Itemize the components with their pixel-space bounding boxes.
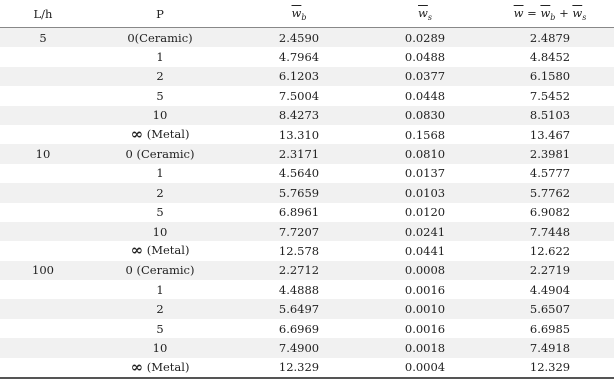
cell-lh [0, 319, 86, 338]
cell-lh: 100 [0, 261, 86, 280]
cell-lh: 5 [0, 28, 86, 48]
table-body [0, 28, 614, 379]
table-row [0, 241, 614, 260]
cell-ws: 0.0488 [364, 47, 486, 66]
infinity-symbol: ∞ [130, 357, 144, 376]
cell-wb: 7.7207 [234, 222, 364, 241]
cell-ws: 0.0120 [364, 203, 486, 222]
header-lh [0, 0, 86, 28]
cell-w: 2.4879 [486, 28, 614, 48]
cell-w: 4.8452 [486, 47, 614, 66]
cell-ws: 0.0441 [364, 241, 486, 260]
cell-w: 13.467 [486, 125, 614, 144]
header-row [0, 0, 614, 28]
cell-p-label: 1 [156, 282, 164, 297]
header-total-equals: = [527, 5, 537, 20]
cell-wb: 5.6497 [234, 299, 364, 318]
cell-p [86, 86, 234, 105]
cell-p [86, 358, 234, 378]
cell-ws: 0.0008 [364, 261, 486, 280]
cell-wb: 6.1203 [234, 67, 364, 86]
cell-p-label: 0(Ceramic) [127, 30, 193, 45]
cell-p-label: 1 [156, 166, 164, 181]
cell-wb: 2.2712 [234, 261, 364, 280]
header-p [86, 0, 234, 28]
cell-w: 7.7448 [486, 222, 614, 241]
cell-p-label: 2 [156, 302, 164, 317]
table-header [0, 0, 614, 28]
cell-wb: 6.6969 [234, 319, 364, 338]
cell-ws: 0.0830 [364, 106, 486, 125]
table-row [0, 164, 614, 183]
cell-lh [0, 47, 86, 66]
cell-ws: 0.0016 [364, 319, 486, 338]
table-row [0, 280, 614, 299]
header-lh-label: L/h [33, 6, 53, 21]
cell-wb: 4.7964 [234, 47, 364, 66]
header-total-w-symbol: w [513, 5, 524, 20]
cell-wb: 5.7659 [234, 183, 364, 202]
table-row [0, 47, 614, 66]
cell-lh [0, 203, 86, 222]
cell-ws: 0.1568 [364, 125, 486, 144]
cell-p [86, 67, 234, 86]
cell-lh [0, 222, 86, 241]
header-total-ws-subscript: s [582, 12, 587, 22]
cell-lh [0, 358, 86, 378]
header-total-w [486, 0, 614, 28]
cell-lh [0, 106, 86, 125]
cell-p-label: 5 [156, 205, 164, 220]
cell-w: 6.1580 [486, 67, 614, 86]
infinity-symbol: ∞ [130, 241, 144, 260]
header-total-wb-symbol: w [540, 5, 551, 20]
cell-lh [0, 86, 86, 105]
cell-wb: 12.329 [234, 358, 364, 378]
header-ws-symbol: w [418, 5, 428, 20]
table-row [0, 222, 614, 241]
cell-ws: 0.0448 [364, 86, 486, 105]
cell-p [86, 261, 234, 280]
table-row [0, 358, 614, 378]
cell-p-label: 1 [156, 50, 164, 65]
table-row [0, 203, 614, 222]
header-wb-symbol: w [291, 5, 302, 20]
cell-wb: 2.3171 [234, 144, 364, 163]
cell-wb: 8.4273 [234, 106, 364, 125]
cell-p [86, 299, 234, 318]
cell-p [86, 241, 234, 260]
cell-ws: 0.0241 [364, 222, 486, 241]
cell-wb: 6.8961 [234, 203, 364, 222]
header-wb-subscript: b [301, 12, 307, 22]
cell-lh [0, 67, 86, 86]
cell-p [86, 125, 234, 144]
cell-p [86, 319, 234, 338]
cell-lh [0, 338, 86, 357]
table-row [0, 125, 614, 144]
cell-w: 5.7762 [486, 183, 614, 202]
table-row [0, 28, 614, 48]
cell-p-label: (Metal) [146, 359, 190, 374]
cell-p-label: 0 (Ceramic) [125, 147, 195, 162]
cell-p [86, 164, 234, 183]
cell-w: 5.6507 [486, 299, 614, 318]
table-row [0, 86, 614, 105]
infinity-symbol: ∞ [130, 125, 144, 144]
cell-p [86, 144, 234, 163]
cell-p [86, 338, 234, 357]
cell-ws: 0.0004 [364, 358, 486, 378]
cell-lh [0, 164, 86, 183]
cell-lh [0, 280, 86, 299]
cell-p-label: (Metal) [146, 243, 190, 258]
cell-wb: 4.5640 [234, 164, 364, 183]
table-row [0, 106, 614, 125]
cell-p [86, 28, 234, 48]
cell-w: 8.5103 [486, 106, 614, 125]
cell-ws: 0.0810 [364, 144, 486, 163]
cell-ws: 0.0018 [364, 338, 486, 357]
table-row [0, 338, 614, 357]
cell-p [86, 280, 234, 299]
cell-p-label: 10 [152, 108, 168, 123]
table-row [0, 319, 614, 338]
cell-p-label: 5 [156, 88, 164, 103]
cell-lh [0, 299, 86, 318]
cell-wb: 7.5004 [234, 86, 364, 105]
header-wb [234, 0, 364, 28]
cell-ws: 0.0016 [364, 280, 486, 299]
cell-wb: 2.4590 [234, 28, 364, 48]
cell-lh [0, 241, 86, 260]
header-total-wb-subscript: b [550, 12, 556, 22]
cell-p-label: 5 [156, 321, 164, 336]
cell-ws: 0.0010 [364, 299, 486, 318]
table-row [0, 183, 614, 202]
cell-p [86, 106, 234, 125]
cell-w: 4.5777 [486, 164, 614, 183]
cell-w: 2.2719 [486, 261, 614, 280]
header-total-ws-symbol: w [572, 5, 583, 20]
cell-p [86, 222, 234, 241]
cell-ws: 0.0137 [364, 164, 486, 183]
cell-w: 6.6985 [486, 319, 614, 338]
cell-p-label: 10 [152, 340, 168, 355]
cell-lh: 10 [0, 144, 86, 163]
cell-lh [0, 125, 86, 144]
cell-wb: 7.4900 [234, 338, 364, 357]
cell-w: 7.4918 [486, 338, 614, 357]
table-row [0, 261, 614, 280]
cell-wb: 13.310 [234, 125, 364, 144]
header-ws [364, 0, 486, 28]
cell-p [86, 47, 234, 66]
cell-wb: 4.4888 [234, 280, 364, 299]
table-row [0, 67, 614, 86]
header-total-plus: + [559, 5, 569, 20]
cell-lh [0, 183, 86, 202]
cell-wb: 12.578 [234, 241, 364, 260]
header-ws-subscript: s [427, 12, 432, 22]
cell-w: 7.5452 [486, 86, 614, 105]
cell-p-label: 2 [156, 185, 164, 200]
table-row [0, 144, 614, 163]
cell-p [86, 203, 234, 222]
cell-p-label: 2 [156, 69, 164, 84]
table-row [0, 299, 614, 318]
cell-w: 12.622 [486, 241, 614, 260]
cell-ws: 0.0377 [364, 67, 486, 86]
cell-ws: 0.0103 [364, 183, 486, 202]
cell-w: 2.3981 [486, 144, 614, 163]
cell-p-label: 10 [152, 224, 168, 239]
cell-p [86, 183, 234, 202]
cell-p-label: (Metal) [146, 127, 190, 142]
cell-w: 12.329 [486, 358, 614, 378]
cell-p-label: 0 (Ceramic) [125, 263, 195, 278]
cell-w: 6.9082 [486, 203, 614, 222]
cell-w: 4.4904 [486, 280, 614, 299]
cell-ws: 0.0289 [364, 28, 486, 48]
header-p-label: P [156, 6, 164, 21]
